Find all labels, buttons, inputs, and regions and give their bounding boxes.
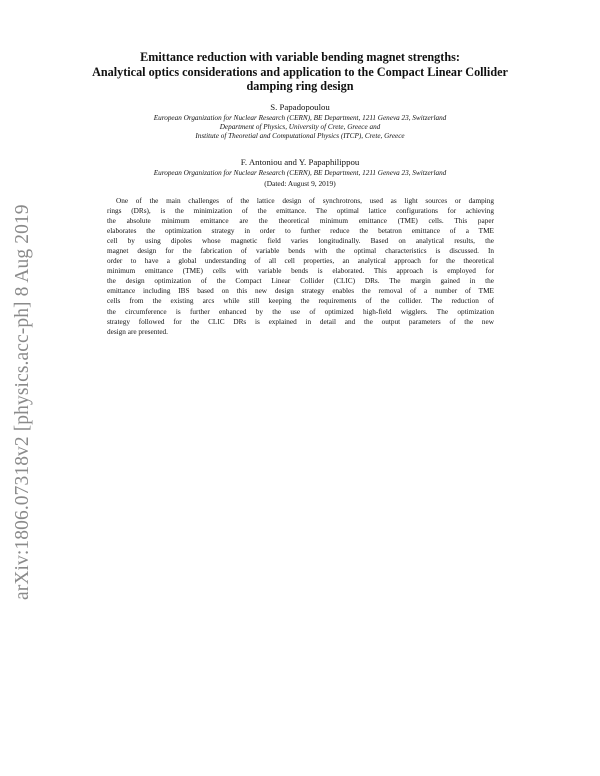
affiliation-line: Institute of Theoretial and Computational Physics (ITCP), Crete, Greece bbox=[195, 132, 405, 141]
abstract bbox=[107, 196, 494, 337]
abstract-line: magnet design for the fabrication of variable bends with the optimal characteristics is discussed. In bbox=[107, 247, 494, 256]
abstract-line: emittance including IBS based on this new design strategy enables the removal of a number of TME bbox=[107, 287, 494, 296]
title-line: Emittance reduction with variable bending magnet strengths: bbox=[140, 50, 460, 64]
paper-title bbox=[60, 50, 540, 94]
abstract-line: elaborates the optimization strategy in order to further reduce the betatron emittance of a TME bbox=[107, 227, 494, 236]
abstract-line: One of the main challenges of the lattice design of synchrotrons, used as light sources or damping bbox=[116, 197, 494, 205]
arxiv-identifier: arXiv:1806.07318v2 [physics.acc-ph] 8 Aug 2019 bbox=[12, 204, 33, 600]
abstract-line: strategy followed for the CLIC DRs is explained in detail and the output parameters of the new bbox=[107, 317, 494, 326]
affiliation-line: European Organization for Nuclear Research (CERN), BE Department, 1211 Geneva 23, Switzerland bbox=[153, 114, 447, 122]
affiliation-line: European Organization for Nuclear Research (CERN), BE Department, 1211 Geneva 23, Switzerland bbox=[153, 169, 447, 177]
abstract-line: cell by using dipoles whose magnetic field varies longitudinally. Based on analytical results, the bbox=[107, 237, 494, 246]
author-1: S. Papadopoulou bbox=[270, 102, 330, 112]
abstract-line: the circumference is further enhanced by the use of optimized high-field wigglers. The optimization bbox=[107, 307, 494, 316]
title-line: Analytical optics considerations and application to the Compact Linear Collider bbox=[92, 64, 508, 79]
affiliation-1 bbox=[60, 114, 540, 142]
title-line: damping ring design bbox=[246, 79, 354, 93]
dated-line: (Dated: August 9, 2019) bbox=[264, 179, 336, 188]
affiliation-line: Department of Physics, University of Crete, Greece and bbox=[219, 123, 381, 132]
author-2: F. Antoniou and Y. Papaphilippou bbox=[240, 157, 360, 167]
abstract-line: the absolute minimum emittance are the theoretical minimum emittance (TME) cells. This paper bbox=[107, 217, 494, 226]
abstract-line: minimum emittance (TME) cells with variable bends is elaborated. This approach is employed for bbox=[107, 267, 494, 276]
abstract-line: the design optimization of the Compact Linear Collider (CLIC) DRs. The margin gained in the bbox=[107, 277, 494, 286]
abstract-line: order to have a global understanding of all cell properties, an analytical approach for the theoretical bbox=[107, 257, 494, 266]
abstract-line: design are presented. bbox=[107, 327, 168, 336]
abstract-line: cells from the existing arcs while still keeping the requirements of the collider. The reduction of bbox=[107, 297, 494, 306]
affiliation-2 bbox=[60, 169, 540, 178]
abstract-line: rings (DRs), is the minimization of the emittance. The optimal lattice configurations for achieving bbox=[107, 207, 494, 216]
